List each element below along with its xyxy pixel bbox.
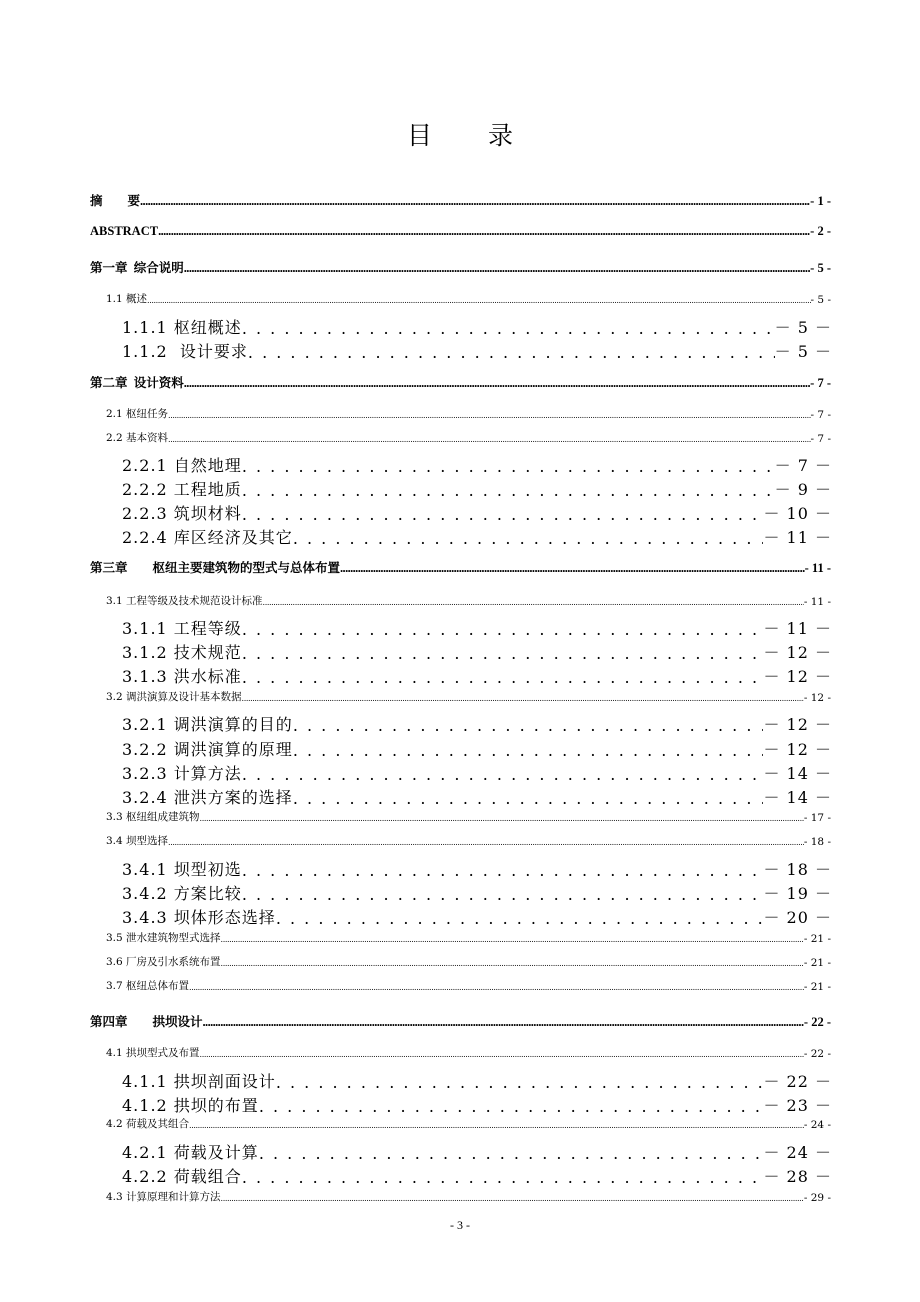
toc-entry-title: 3.7 枢纽总体布置 — [106, 980, 190, 992]
toc-entry-page: － 12 － — [763, 740, 832, 759]
toc-dot-leader — [200, 812, 804, 824]
toc-entry-page: － 24 － — [763, 1143, 832, 1162]
toc-subsection-entry[interactable] — [122, 616, 832, 639]
toc-dot-leader — [293, 741, 764, 760]
toc-entry-title: 2.2.4 库区经济及其它 — [122, 528, 293, 547]
toc-entry-title: 4.2.1 荷载及计算 — [122, 1143, 259, 1162]
toc-entry-page: - 7 - — [810, 433, 831, 445]
toc-dot-leader — [189, 1119, 804, 1131]
toc-entry-page: － 12 － — [763, 643, 832, 662]
toc-dot-leader — [293, 789, 764, 808]
toc-dot-leader — [276, 1073, 764, 1092]
toc-dot-leader — [259, 1144, 764, 1163]
toc-section-entry[interactable] — [106, 833, 831, 848]
toc-entry-title: 第三章 枢纽主要建筑物的型式与总体布置 — [90, 561, 341, 575]
toc-section-entry[interactable] — [106, 430, 831, 445]
toc-entry-title: 3.3 枢纽组成建筑物 — [106, 811, 200, 823]
toc-entry-title: 第四章 拱坝设计 — [90, 1015, 203, 1029]
toc-entry-page: － 20 － — [763, 908, 832, 927]
toc-entry-title: 3.4.2 方案比较 — [122, 884, 242, 903]
toc-subsection-entry[interactable] — [122, 737, 832, 760]
toc-dot-leader — [276, 909, 764, 928]
toc-entry-title: 3.2.3 计算方法 — [122, 764, 242, 783]
toc-subsection-entry[interactable] — [122, 1093, 832, 1116]
toc-entry-page: - 17 - — [803, 812, 831, 824]
toc-dot-leader — [293, 529, 764, 548]
toc-entry-title: 第二章 设计资料 — [90, 376, 184, 390]
page-number: - 3 - — [450, 1218, 470, 1232]
toc-chapter-entry[interactable] — [90, 373, 831, 391]
toc-subsection-entry[interactable] — [122, 453, 832, 476]
toc-entry-title: 3.1.1 工程等级 — [122, 619, 242, 638]
toc-dot-leader — [242, 765, 764, 784]
toc-entry-title: ABSTRACT — [90, 224, 159, 238]
toc-subsection-entry[interactable] — [122, 1069, 832, 1092]
toc-chapter-entry[interactable] — [90, 258, 831, 276]
toc-entry-page: － 10 － — [763, 504, 832, 523]
toc-entry-title: 3.4.3 坝体形态选择 — [122, 908, 276, 927]
toc-subsection-entry[interactable] — [122, 785, 832, 808]
toc-entry-title: 3.4 坝型选择 — [106, 835, 169, 847]
toc-entry-title: 1.1 概述 — [106, 293, 148, 305]
toc-entry-page: - 29 - — [803, 1192, 831, 1204]
toc-dot-leader — [221, 933, 804, 945]
toc-entry-title: 4.1.2 拱坝的布置 — [122, 1096, 259, 1115]
toc-section-entry[interactable] — [106, 406, 831, 421]
toc-entry-page: － 5 － — [774, 342, 832, 361]
toc-entry-page: - 22 - — [803, 1048, 831, 1060]
toc-dot-leader — [242, 692, 804, 704]
toc-entry-page: - 2 - — [810, 224, 831, 238]
toc-section-entry[interactable] — [106, 593, 831, 608]
toc-dot-leader — [293, 716, 764, 735]
toc-dot-leader — [221, 1192, 804, 1204]
toc-entry-title: 4.1.1 拱坝剖面设计 — [122, 1072, 276, 1091]
toc-entry-page: － 28 － — [763, 1167, 832, 1186]
toc-entry-page: － 19 － — [763, 884, 832, 903]
toc-entry-title: 3.1.2 技术规范 — [122, 643, 242, 662]
toc-dot-leader — [263, 596, 804, 608]
toc-dot-leader — [248, 343, 775, 362]
toc-entry-title: 摘 要 — [90, 194, 141, 208]
toc-dot-leader — [242, 319, 775, 338]
toc-section-entry[interactable] — [106, 930, 831, 945]
toc-entry-page: - 5 - — [810, 294, 831, 306]
toc-dot-leader — [242, 457, 775, 476]
toc-entry-title: 2.2.2 工程地质 — [122, 480, 242, 499]
toc-entry-title: 3.2.1 调洪演算的目的 — [122, 715, 293, 734]
toc-chapter-entry[interactable] — [90, 224, 831, 239]
toc-dot-leader — [200, 1048, 804, 1060]
toc-subsection-entry[interactable] — [122, 857, 832, 880]
toc-entry-page: － 5 － — [774, 318, 832, 337]
toc-subsection-entry[interactable] — [122, 640, 832, 663]
toc-subsection-entry[interactable] — [122, 525, 832, 548]
toc-dot-leader — [340, 561, 805, 576]
toc-dot-leader — [242, 481, 775, 500]
toc-entry-title: 2.2.1 自然地理 — [122, 456, 242, 475]
toc-entry-page: － 18 － — [763, 860, 832, 879]
toc-entry-page: - 1 - — [810, 194, 831, 208]
toc-entry-title: 4.3 计算原理和计算方法 — [106, 1191, 221, 1203]
toc-section-entry[interactable] — [106, 689, 831, 704]
toc-subsection-entry[interactable] — [122, 712, 832, 735]
toc-entry-title: 4.2.2 荷载组合 — [122, 1167, 242, 1186]
toc-entry-title: 2.2 基本资料 — [106, 432, 169, 444]
toc-entry-page: - 21 - — [803, 933, 831, 945]
toc-subsection-entry[interactable] — [122, 881, 832, 904]
toc-subsection-entry[interactable] — [122, 339, 832, 362]
toc-dot-leader — [189, 981, 804, 993]
toc-dot-leader — [140, 194, 810, 209]
toc-dot-leader — [242, 668, 764, 687]
toc-entry-page: - 12 - — [803, 692, 831, 704]
toc-entry-title: 3.1 工程等级及技术规范设计标准 — [106, 595, 263, 607]
toc-entry-page: - 5 - — [810, 261, 831, 275]
toc-dot-leader — [242, 885, 764, 904]
toc-section-entry[interactable] — [106, 1116, 831, 1131]
toc-dot-leader — [203, 1015, 804, 1030]
toc-entry-title: 1.1.2 设计要求 — [122, 342, 248, 361]
toc-chapter-entry[interactable] — [90, 558, 831, 576]
toc-chapter-entry[interactable] — [90, 191, 831, 209]
toc-dot-leader — [259, 1097, 764, 1116]
toc-entry-page: - 11 - — [804, 561, 831, 575]
toc-entry-page: - 21 - — [803, 957, 831, 969]
toc-dot-leader — [242, 861, 764, 880]
toc-section-entry[interactable] — [106, 978, 831, 993]
toc-entry-page: － 7 － — [774, 456, 832, 475]
toc-entry-title: 3.6 厂房及引水系统布置 — [106, 956, 221, 968]
toc-dot-leader — [221, 957, 804, 969]
toc-entry-title: 3.1.3 洪水标准 — [122, 667, 242, 686]
toc-entry-page: - 18 - — [803, 836, 831, 848]
toc-entry-page: － 11 － — [763, 528, 832, 547]
toc-subsection-entry[interactable] — [122, 664, 832, 687]
toc-entry-page: - 24 - — [803, 1119, 831, 1131]
toc-entry-title: 3.2 调洪演算及设计基本数据 — [106, 691, 242, 703]
toc-entry-page: － 12 － — [763, 715, 832, 734]
toc-entry-page: - 22 - — [803, 1015, 831, 1029]
toc-entry-title: 3.2.4 泄洪方案的选择 — [122, 788, 293, 807]
toc-section-entry[interactable] — [106, 954, 831, 969]
toc-entry-page: － 11 － — [763, 619, 832, 638]
toc-subsection-entry[interactable] — [122, 501, 832, 524]
toc-section-entry[interactable] — [106, 1045, 831, 1060]
toc-entry-title: 1.1.1 枢纽概述 — [122, 318, 242, 337]
toc-dot-leader — [168, 433, 811, 445]
toc-entry-title: 第一章 综合说明 — [90, 261, 184, 275]
toc-title: 目 录 — [407, 121, 537, 150]
toc-entry-page: － 14 － — [763, 788, 832, 807]
toc-entry-page: - 11 - — [803, 596, 831, 608]
toc-entry-title: 2.1 枢纽任务 — [106, 408, 169, 420]
toc-dot-leader — [184, 376, 810, 391]
toc-entry-page: － 23 － — [763, 1096, 832, 1115]
toc-entry-title: 3.5 泄水建筑物型式选择 — [106, 932, 221, 944]
toc-entry-title: 3.4.1 坝型初选 — [122, 860, 242, 879]
toc-dot-leader — [158, 224, 810, 239]
toc-dot-leader — [168, 409, 811, 421]
toc-entry-page: - 21 - — [803, 981, 831, 993]
toc-entry-title: 4.1 拱坝型式及布置 — [106, 1047, 200, 1059]
toc-section-entry[interactable] — [106, 291, 831, 306]
toc-subsection-entry[interactable] — [122, 315, 832, 338]
toc-subsection-entry[interactable] — [122, 477, 832, 500]
toc-subsection-entry[interactable] — [122, 761, 832, 784]
toc-entry-page: - 7 - — [810, 409, 831, 421]
toc-entry-page: － 9 － — [774, 480, 832, 499]
toc-subsection-entry[interactable] — [122, 905, 832, 928]
toc-dot-leader — [242, 1168, 764, 1187]
toc-subsection-entry[interactable] — [122, 1164, 832, 1187]
toc-entry-title: 2.2.3 筑坝材料 — [122, 504, 242, 523]
toc-dot-leader — [184, 261, 810, 276]
toc-section-entry[interactable] — [106, 1189, 831, 1204]
toc-dot-leader — [242, 620, 764, 639]
toc-entry-title: 3.2.2 调洪演算的原理 — [122, 740, 293, 759]
toc-subsection-entry[interactable] — [122, 1140, 832, 1163]
toc-section-entry[interactable] — [106, 809, 831, 824]
toc-dot-leader — [242, 505, 764, 524]
toc-dot-leader — [168, 836, 804, 848]
toc-entry-page: － 14 － — [763, 764, 832, 783]
toc-dot-leader — [147, 294, 811, 306]
toc-entry-title: 4.2 荷载及其组合 — [106, 1118, 190, 1130]
toc-entry-page: - 7 - — [810, 376, 831, 390]
toc-entry-page: － 22 － — [763, 1072, 832, 1091]
toc-entry-page: － 12 － — [763, 667, 832, 686]
toc-chapter-entry[interactable] — [90, 1012, 831, 1030]
toc-dot-leader — [242, 644, 764, 663]
